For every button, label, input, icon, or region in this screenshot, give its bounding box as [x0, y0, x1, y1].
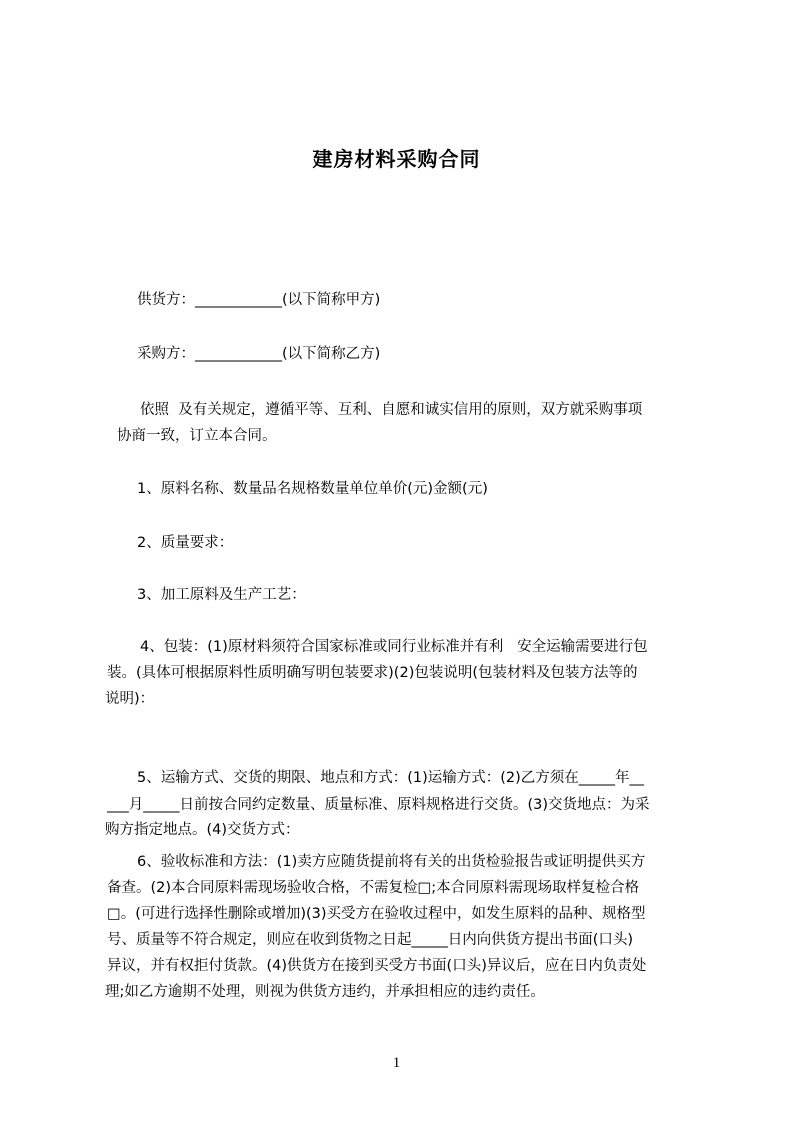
clause-4-line-2: 装。(具体可根据原料性质明确写明包装要求)(2)包装说明(包装材料及包装方法等的 [107, 665, 638, 681]
clause-5-line-2: ___月_____日前按合同约定数量、质量标准、原料规格进行交货。(3)交货地点：为采 [107, 797, 650, 813]
clause-6-line-6: 理;如乙方逾期不处理，则视为供货方违约，并承担相应的违约责任。 [105, 984, 545, 1000]
clause-3: 3、加工原料及生产工艺： [137, 587, 306, 603]
clause-2: 2、质量要求： [137, 535, 234, 551]
clause-6-line-1: 6、验收标准和方法：(1)卖方应随货提前将有关的出货检验报告或证明提供买方 [137, 854, 646, 870]
preamble-line-2: 协商一致，订立本合同。 [117, 428, 277, 444]
clause-4-line-1: 4、包装：(1)原材料须符合国家标准或同行业标准并有利 安全运输需要进行包 [140, 639, 648, 655]
clause-1: 1、原料名称、数量品名规格数量单位单价(元)金额(元) [137, 481, 488, 497]
clause-6-line-5: 异议，并有权拒付货款。(4)供货方在接到买受方书面(口头)异议后，应在日内负责处 [107, 958, 647, 974]
supplier-line: 供货方：____________(以下简称甲方) [137, 292, 381, 308]
clause-5-line-3: 购方指定地点。(4)交货方式： [105, 822, 300, 838]
purchaser-line: 采购方：____________(以下简称乙方) [137, 346, 381, 362]
document-title: 建房材料采购合同 [312, 147, 481, 171]
clause-6-line-4: 号、质量等不符合规定，则应在收到货物之日起_____日内向供货方提出书面(口头) [107, 932, 634, 948]
clause-6-line-3: □。(可进行选择性删除或增加)(3)买受方在验收过程中，如发生原料的品种、规格型 [107, 906, 646, 922]
page-number: 1 [392, 1055, 401, 1071]
clause-6-line-2: 备查。(2)本合同原料需现场验收合格，不需复检□;本合同原料需现场取样复检合格 [107, 880, 640, 896]
clause-5-line-1: 5、运输方式、交货的期限、地点和方式：(1)运输方式：(2)乙方须在_____年__ [137, 770, 645, 786]
preamble-line-1: 依照 及有关规定，遵循平等、互利、自愿和诚实信用的原则，双方就采购事项 [140, 402, 643, 418]
clause-4-line-3: 说明)： [105, 691, 155, 707]
